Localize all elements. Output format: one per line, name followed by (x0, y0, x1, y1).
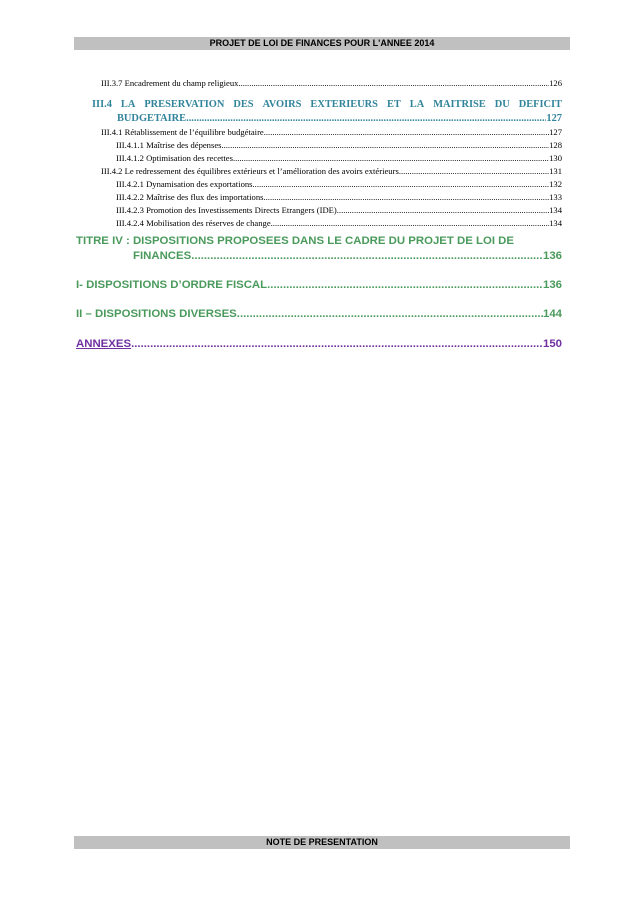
toc-entry-3-4-1-1[interactable]: III.4.1.1 Maîtrise des dépenses ..... 128 (116, 140, 562, 150)
page-footer (74, 836, 570, 849)
toc-entry-titre-iv-line1[interactable]: TITRE IV : DISPOSITIONS PROPOSEES DANS LE CADRE DU PROJET DE LOI DE (76, 235, 514, 247)
toc-entry-3-4-2[interactable]: III.4.2 Le redressement des équilibres extérieurs et l’amélioration des avoirs extérieurs ..... 131 (101, 166, 562, 176)
toc-entry-dispositions-diverses[interactable]: II – DISPOSITIONS DIVERSES ..... 144 (76, 308, 562, 320)
toc-entry-3-4-line2[interactable]: BUDGETAIRE ..... 127 (117, 113, 562, 124)
toc-entry-3-4-2-4[interactable]: III.4.2.4 Mobilisation des réserves de change ..... 134 (116, 218, 562, 228)
toc-entry-3-4-line1[interactable]: III.4 LA PRESERVATION DES AVOIRS EXTERIEURS ET LA MAITRISE DU DEFICIT (92, 99, 562, 110)
toc-entry-3-4-2-1[interactable]: III.4.2.1 Dynamisation des exportations ..... 132 (116, 179, 562, 189)
toc-entry-dispositions-fiscal[interactable]: I- DISPOSITIONS D’ORDRE FISCAL ..... 136 (76, 279, 562, 291)
page-header (74, 37, 570, 50)
footer-title: NOTE DE PRESENTATION (266, 837, 378, 847)
toc-entry-annexes[interactable]: ANNEXES ..... 150 (76, 338, 562, 350)
toc-entry-3-3-7[interactable]: III.3.7 Encadrement du champ religieux ..... 126 (101, 78, 562, 88)
header-title: PROJET DE LOI DE FINANCES POUR L'ANNEE 2014 (209, 38, 435, 48)
toc-entry-3-4-2-3[interactable]: III.4.2.3 Promotion des Investissements Directs Etrangers (IDE) ..... 134 (116, 205, 562, 215)
toc-entry-3-4-1[interactable]: III.4.1 Rétablissement de l’équilibre budgétaire ..... 127 (101, 127, 562, 137)
toc-entry-3-4-2-2[interactable]: III.4.2.2 Maîtrise des flux des importations ..... 133 (116, 192, 562, 202)
toc-entry-3-4-1-2[interactable]: III.4.1.2 Optimisation des recettes ..... 130 (116, 153, 562, 163)
toc-entry-titre-iv-line2[interactable]: FINANCES ..... 136 (133, 250, 562, 262)
